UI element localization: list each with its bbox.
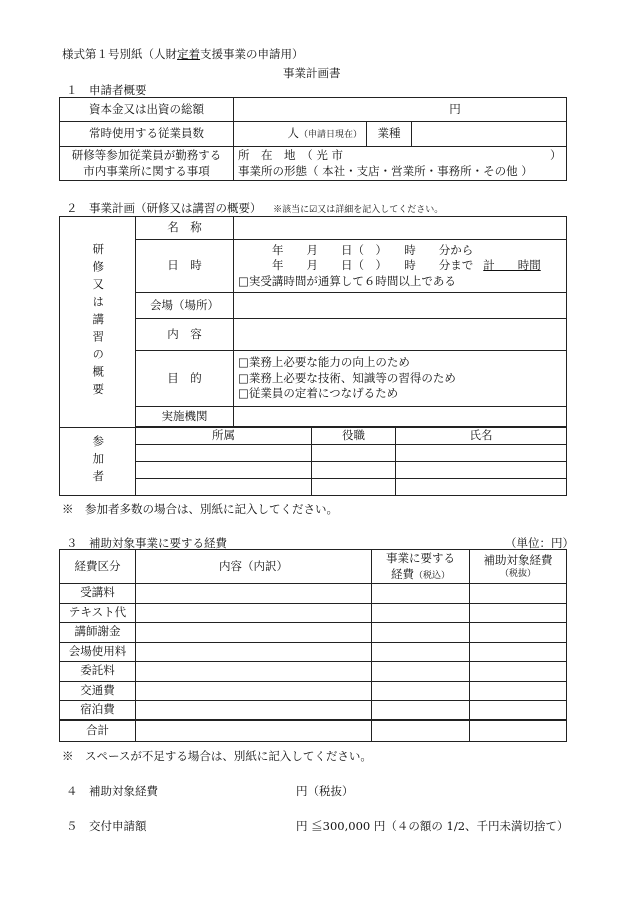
venue-label: 会場（場所）: [136, 293, 234, 319]
sec3-heading: ３ 補助対象事業に要する経費: [66, 536, 227, 550]
participant-name-input[interactable]: [396, 479, 567, 496]
participant-row: [60, 479, 567, 496]
expense-row: [60, 681, 567, 701]
col-cost-line1: 事業に要する: [386, 550, 455, 565]
form-number: [62, 46, 304, 62]
venue-input[interactable]: [234, 293, 567, 319]
sec2-note: ※該当に☑又は詳細を記入してください。: [273, 205, 444, 215]
org-label: 実施機関: [136, 407, 234, 427]
content-input[interactable]: [234, 319, 567, 351]
expense-content-input[interactable]: [136, 584, 372, 604]
expense-category-label: 受講料: [60, 584, 136, 604]
sec2-footnote: ※ 参加者多数の場合は、別紙に記入してください。: [62, 502, 338, 516]
expense-cost-input[interactable]: [372, 603, 470, 623]
office-location: 所 在 地 （ 光 市 ）: [238, 147, 562, 162]
participant-row: [60, 445, 567, 462]
expense-content-input[interactable]: [136, 701, 372, 721]
expense-category-label: 交通費: [60, 681, 136, 701]
capital-unit: 円: [449, 101, 461, 116]
datetime-input[interactable]: [234, 240, 567, 293]
purpose-checkbox-1[interactable]: □業務上必要な能力の向上のため: [238, 355, 410, 370]
expense-content-input[interactable]: [136, 681, 372, 701]
purpose-checkbox-3[interactable]: □従業員の定着につなげるため: [238, 386, 399, 401]
expense-category-label: テキスト代: [60, 603, 136, 623]
office-type: 事業所の形態（ 本社・支店・営業所・事務所・その他 ）: [238, 163, 533, 178]
col-cost: [372, 550, 470, 584]
total-subsidy-input[interactable]: [470, 720, 567, 741]
name-input[interactable]: [234, 217, 567, 240]
expense-content-input[interactable]: [136, 623, 372, 643]
expense-subsidy-input[interactable]: [470, 603, 567, 623]
col-subsidy-line1: 補助対象経費: [483, 552, 553, 567]
industry-input[interactable]: [412, 122, 567, 147]
office-label-line1: 研修等参加従業員が勤務する: [71, 147, 222, 162]
col-category: 経費区分: [60, 550, 136, 584]
expense-cost-input[interactable]: [372, 642, 470, 662]
form-number-post: 支援事業の申請用）: [200, 47, 304, 61]
datetime-label: 日 時: [136, 240, 234, 293]
purpose-options: [234, 351, 567, 407]
form-number-pre: 様式第１号別紙（人財: [62, 47, 177, 61]
expense-cost-input[interactable]: [372, 681, 470, 701]
expense-content-input[interactable]: [136, 603, 372, 623]
sec1-heading: １ 申請者概要: [66, 83, 147, 97]
expense-category-label: 宿泊費: [60, 701, 136, 721]
total-row: [60, 720, 567, 741]
expense-row: [60, 623, 567, 643]
participants-label: 参加者: [60, 428, 136, 496]
col-cost-line2: 経費（税込）: [390, 566, 450, 581]
hours-checkbox[interactable]: □実受講時間が通算して６時間以上である: [238, 273, 456, 288]
sec2-heading: [66, 200, 443, 216]
sec5-value[interactable]: 円 ≦300,000 円（４の額の 1/2、千円未満切捨て）: [296, 819, 569, 833]
participant-name-input[interactable]: [396, 445, 567, 462]
participant-position-input[interactable]: [312, 462, 396, 479]
expense-cost-input[interactable]: [372, 584, 470, 604]
course-side-label: 研修又は講習の概要: [60, 217, 136, 428]
applicant-table: [59, 97, 567, 181]
col-subsidy-note: （税抜）: [499, 569, 536, 580]
industry-label: 業種: [367, 122, 412, 147]
col-cost-note: （税込）: [413, 570, 450, 581]
capital-input[interactable]: [234, 98, 567, 122]
participant-affiliation-input[interactable]: [136, 479, 312, 496]
expense-subsidy-input[interactable]: [470, 681, 567, 701]
capital-label: 資本金又は出資の総額: [60, 98, 234, 122]
expense-table: [59, 549, 567, 742]
office-label-line2: 市内事業所に関する事項: [83, 163, 210, 178]
content-label: 内 容: [136, 319, 234, 351]
col-content: 内容（内訳）: [136, 550, 372, 584]
form-number-underlined: 定着: [177, 47, 200, 61]
expense-subsidy-input[interactable]: [470, 662, 567, 682]
col-subsidy: [470, 550, 567, 584]
total-content-input[interactable]: [136, 720, 372, 741]
expense-subsidy-input[interactable]: [470, 642, 567, 662]
expense-row: [60, 584, 567, 604]
col-position: 役職: [312, 428, 396, 445]
datetime-total: 計 時間: [483, 258, 541, 273]
col-affiliation: 所属: [136, 428, 312, 445]
sec3-unit: （単位：円）: [505, 536, 574, 550]
expense-rows: [60, 584, 567, 721]
expense-category-label: 委託料: [60, 662, 136, 682]
expense-cost-input[interactable]: [372, 701, 470, 721]
participant-affiliation-input[interactable]: [136, 462, 312, 479]
employees-label: 常時使用する従業員数: [60, 122, 234, 147]
expense-content-input[interactable]: [136, 642, 372, 662]
expense-category-label: 講師謝金: [60, 623, 136, 643]
expense-cost-input[interactable]: [372, 623, 470, 643]
expense-cost-input[interactable]: [372, 662, 470, 682]
expense-content-input[interactable]: [136, 662, 372, 682]
total-label: 合計: [60, 720, 136, 741]
sec4-label: ４ 補助対象経費: [66, 784, 158, 798]
expense-category-label: 会場使用料: [60, 642, 136, 662]
participant-position-input[interactable]: [312, 445, 396, 462]
employees-input[interactable]: [234, 122, 367, 147]
expense-subsidy-input[interactable]: [470, 701, 567, 721]
expense-row: [60, 642, 567, 662]
page-title: 事業計画書: [283, 66, 341, 80]
datetime-from: 年 月 日（ ） 時 分から: [272, 242, 474, 257]
office-label: [60, 147, 234, 181]
participant-position-input[interactable]: [312, 479, 396, 496]
datetime-to: 年 月 日（ ） 時 分まで 計 時間: [272, 258, 541, 273]
plan-table: [59, 216, 567, 496]
expense-subsidy-input[interactable]: [470, 623, 567, 643]
participant-name-input[interactable]: [396, 462, 567, 479]
sec4-value[interactable]: 円（税抜）: [296, 784, 354, 798]
office-details[interactable]: [234, 147, 567, 181]
sec5-label: ５ 交付申請額: [66, 819, 147, 833]
participant-row: [60, 462, 567, 479]
employees-note: （申請日現在）: [298, 130, 362, 141]
expense-row: [60, 603, 567, 623]
participant-affiliation-input[interactable]: [136, 445, 312, 462]
expense-row: [60, 701, 567, 721]
expense-row: [60, 662, 567, 682]
col-person-name: 氏名: [396, 428, 567, 445]
purpose-label: 目 的: [136, 351, 234, 407]
sec3-footnote: ※ スペースが不足する場合は、別紙に記入してください。: [62, 749, 372, 763]
total-cost-input[interactable]: [372, 720, 470, 741]
expense-subsidy-input[interactable]: [470, 584, 567, 604]
name-label: 名 称: [136, 217, 234, 240]
employees-unit: 人: [287, 126, 299, 141]
org-input[interactable]: [234, 407, 567, 427]
purpose-checkbox-2[interactable]: □業務上必要な技術、知識等の習得のため: [238, 370, 456, 385]
sec2-heading-text: ２ 事業計画（研修又は講習の概要）: [66, 201, 262, 215]
